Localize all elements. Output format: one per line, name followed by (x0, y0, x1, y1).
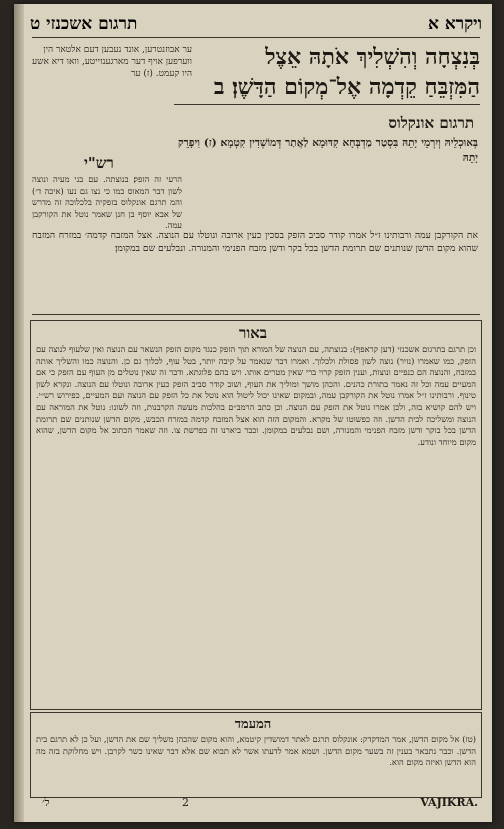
verse-rule (174, 104, 480, 105)
page-header (30, 14, 482, 38)
onkelos-text: בְּאוּכְלֵיהּ וְיִרְמֵי יָתֵהּ בִּסְטַר מַדְבְּחָא קִדּוּמָא לַאֲתַר דְּמוֹשְׁדִין קִטְמָא׃ (ז) וִיפָרֵק יָתֵהּ (178, 137, 478, 164)
footer-page-number: 2 (182, 796, 189, 809)
verse-line-2: הַמִּזְבֵּחַ קֵדְמָה אֶל־מְקוֹם הַדָּשֶׁן׃ ב (213, 74, 480, 100)
main-block-text: את הקורקבן עמה ורבותינו ז״ל אמרו קודר סביב הזפק בסכין כעין ארובה ונוטלו עם הנוצה. אצל המזבח קדמה׳ במזרח המזבח שהוא מקום הדשן שנותנים שם תרומת הדשן בכל בקר ודשן מזבח הפנימי והמנורה. ונבלעים שם במקומן׃ (32, 230, 478, 254)
side-note: ער אבוזנטרען, אונד נעבען דעם אלטאר הין ווערפען אויף דער מארגענזייטע, וואו דיא אשע היו קעמט. (ז) ער (32, 45, 192, 79)
header-rule (32, 37, 480, 38)
footer-running-title: VAJIKRA. (420, 796, 478, 809)
page-footer (32, 796, 478, 812)
onkelos-title: תרגום אונקלוס (388, 114, 474, 132)
verse-text (174, 42, 480, 102)
verse-line-1: בְּנִצְחָה וְהִשְׁלִיךְ אֹתָהּ אֵצֶל (265, 44, 480, 70)
footer-signature: ל׳ (42, 796, 50, 809)
book-binding-edge (14, 4, 24, 822)
haamad-title: המעמד (234, 717, 272, 732)
biur-text: וכן תרגם בתרגום אשכנזי (דען קראפף): בנוצתה, עם הנוצה של המורא תוך הזפק כנגד מקום הזפק הנשאר עם הנוצה ואין שלעוף לנוצה עם הזפק, כמו שאמרו (נזיר) נוצה לשון פסולת ולכלוך. ואמרו דבר שנאמר על קיבה יותר, בטל עוף, לכלוך גם כן. והנוצה כמו והשליך אותה במזבח, והנוצה הם כנפיים ונוצות, וענין הזפק קרוי ברי שאין מטרים אותו. ויש בהם פלוגתא. ודבר זה שאין נוטלים מן העוף עם הזפק כי אם המעיים עמה וכל זה נאמר בתורת כהנים. והכהן מושך ומוליך את העוף, ושוב קודר סביב הזפק כעין ארובה ונוטלו עם הנוצה. ונקרא לשון טינוף. ורבותינו ז״ל אמרו נוטל את הקורקבן עמה, ובמקום שאינו יכול ליטול הוא נוטל את כל הזפק עם הנוצה ועם המעיים, כפירוש רש״י. ויש להם קושיא בזה, ולכן אמרו נוטל את הזפק עם הנוצה. וכן כתב הרמב״ם בהלכות מעשה הקרבנות, וזה לשונו: נוטל את המוראה עם הנוצה ומשליכה לבית הדשן. וזה כפשוטו של מקרא. והמקום הזה הוא אצל המזבח קדמה במזרח הכבש, מקום הדשן שנותנים שם תרומת הדשן בכל בוקר ודשן מזבח הפנימי והמנורה, ושם נבלעים במקומן. וכבר ביארנו זה בפרשת צו. וזה שאמר הכתוב אל מקום הדשן, שהוא מקום מיוחד ונודע. (36, 344, 476, 447)
biur-title: באור (238, 324, 268, 342)
rashi-title: רש"י (84, 154, 114, 172)
header-book-chapter: ויקרא א (427, 14, 482, 34)
book-page (14, 4, 492, 822)
header-translation-label: תרגום אשכנזי ט (30, 14, 138, 34)
rashi-text: הרעי זה הזפק׃ בנוצתה. עם בני מעיה ונוצה לשון דבר המאוס כמו כי נצו גם נעו (איכה ד׳) והמ תרגם אונקלוס בזפקיה בלכלוכה זה מדרש של אבא יוסף בן חנן שאמר נוטל את הקורקבן עמה. (32, 174, 182, 231)
section-rule (32, 314, 480, 315)
haamad-text: (טז) אל מקום הדשן, אמר המדקדק: אונקלוס תרגם לאתר דמושדין קיטמא, והוא מקום שהכהן משליך שם את הדשן, ועל כן לא תרגם בית הדשן. וכבר נתבאר בענין זה בשער מקום הדשן. ושמא אמר לדעתו אשר לא תבוא שם אלא דבר שאינו כשר לקרבן. ויש מחלוקת בזה מה הוא הדשן ואיזה מקום הוא. (36, 734, 476, 768)
